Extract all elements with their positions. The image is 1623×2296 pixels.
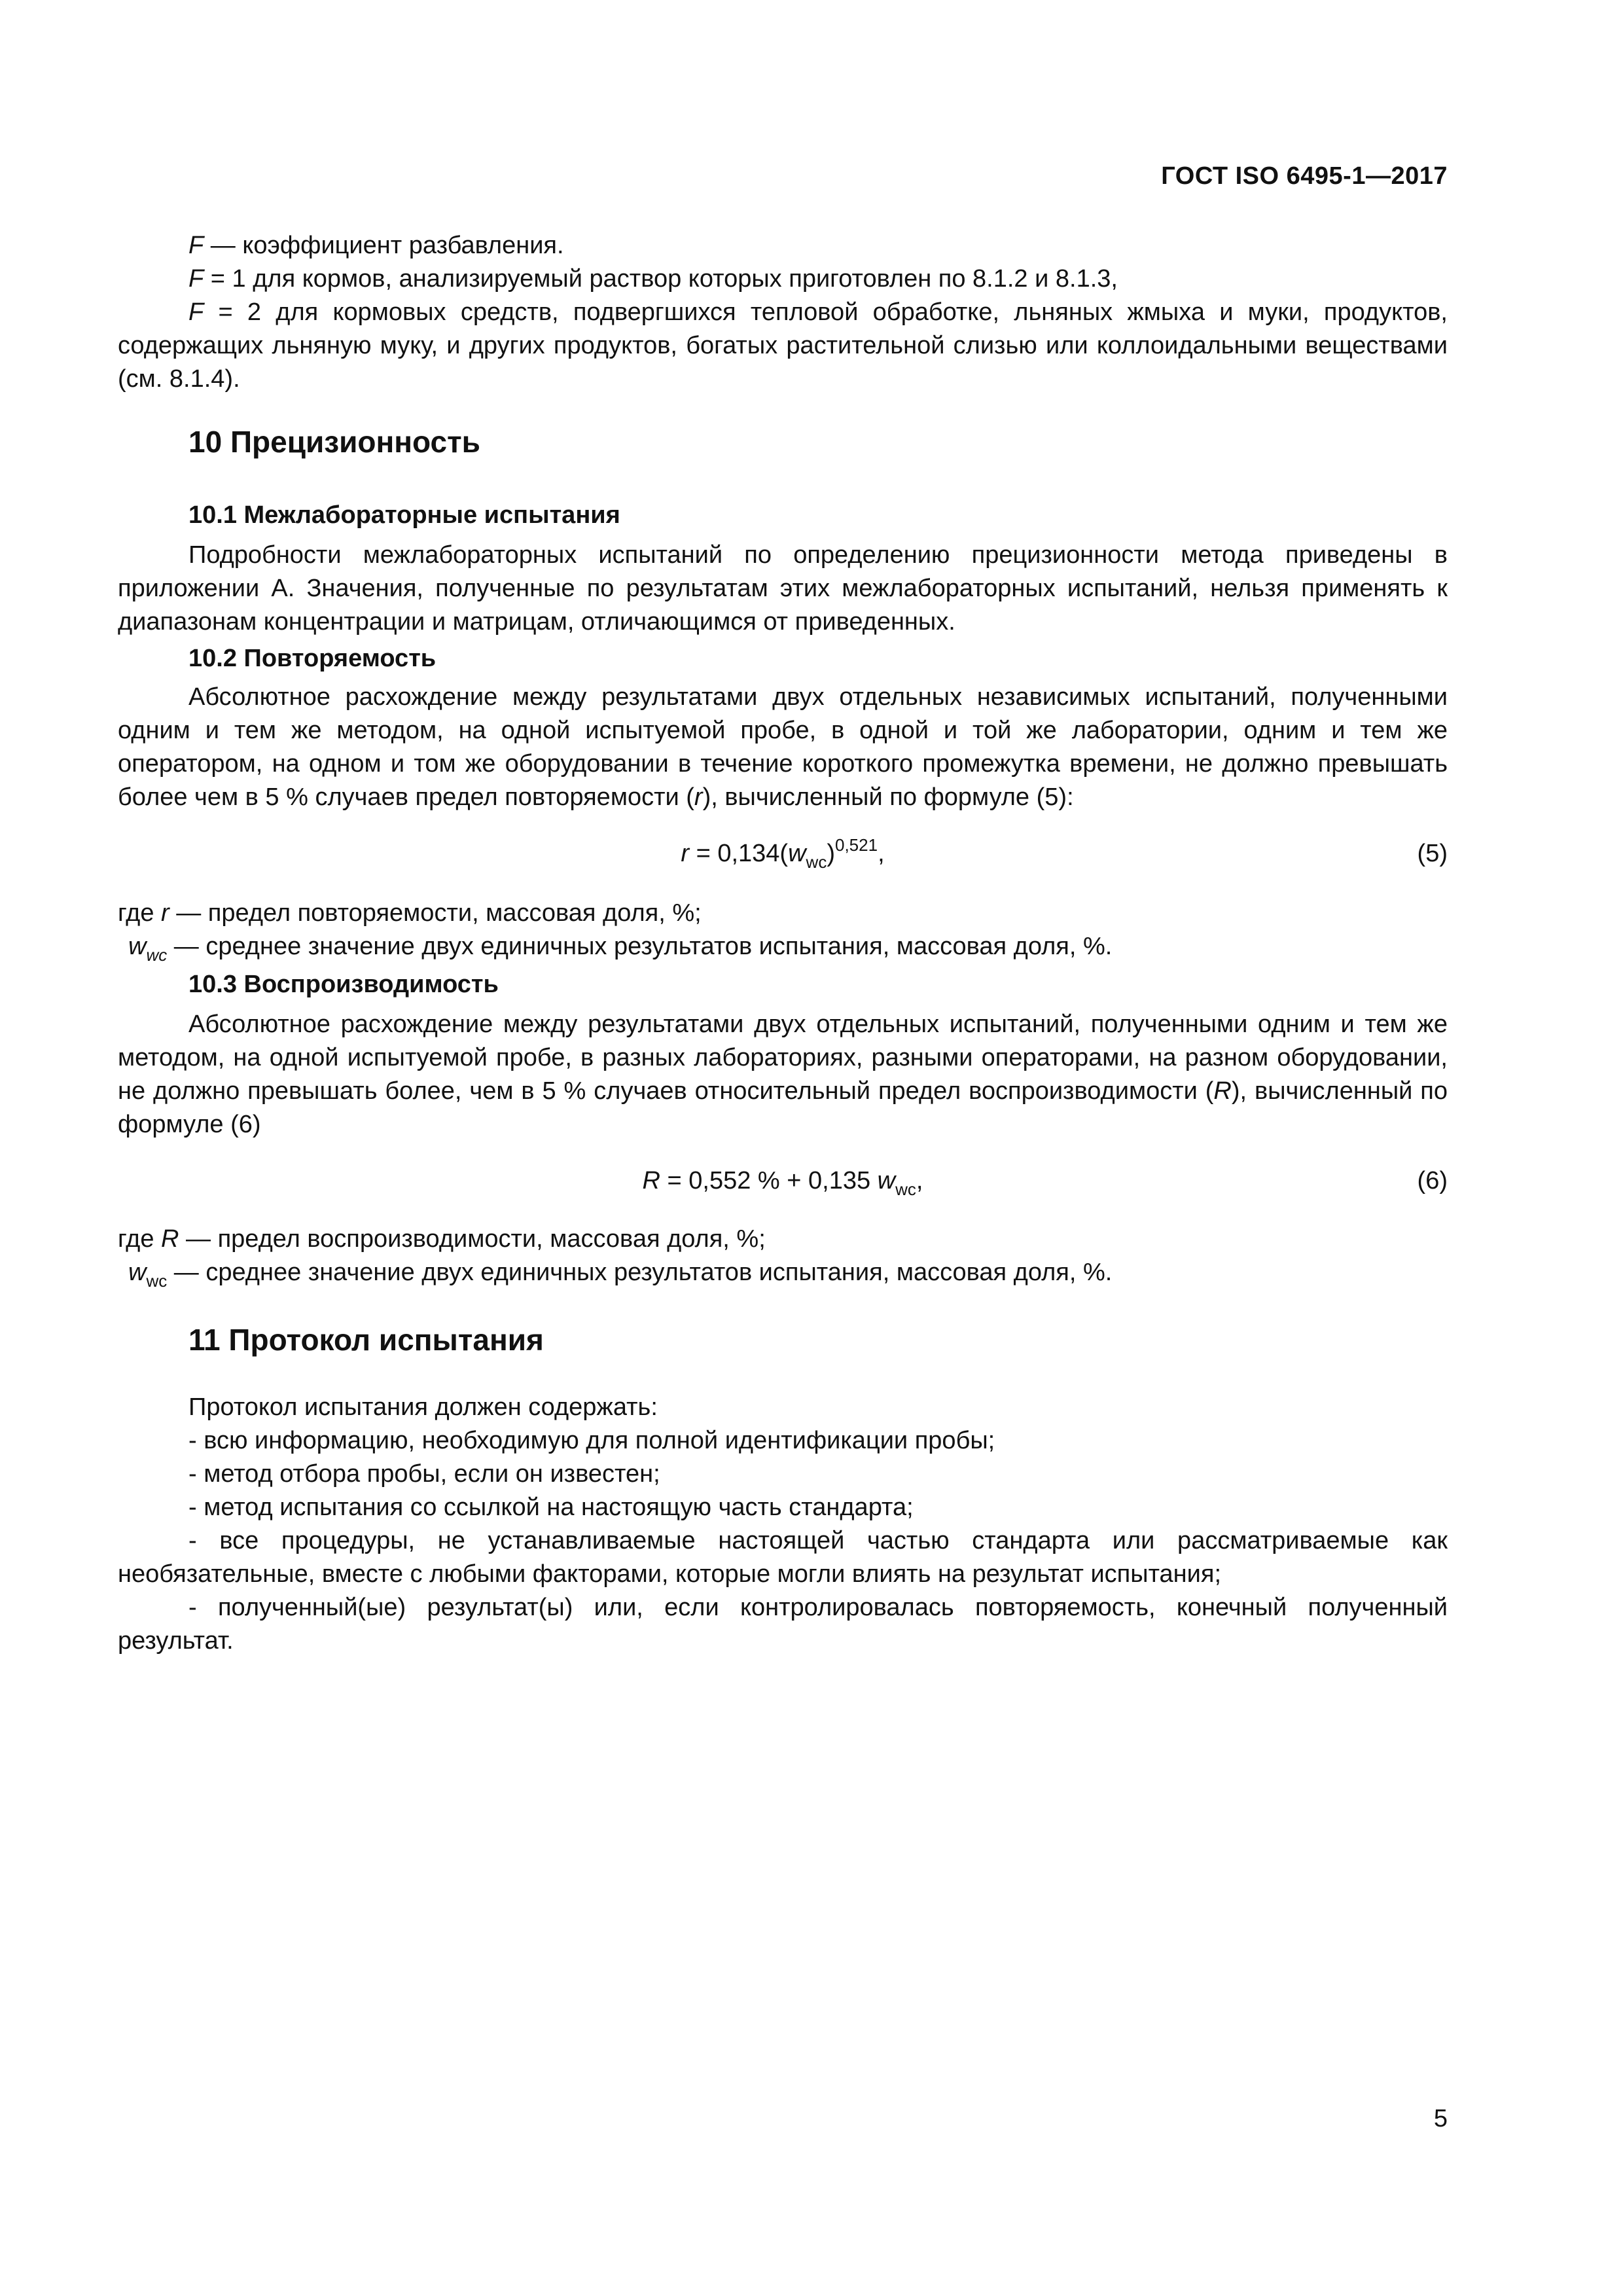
text: = 0,134( <box>689 840 789 867</box>
text: = 0,552 % + 0,135 <box>660 1167 878 1194</box>
variable-r: r <box>681 840 690 867</box>
formula-6-expression <box>118 1167 1448 1199</box>
subscript: wc <box>146 1271 168 1291</box>
section-10-3-heading: 10.3 Воспроизводимость <box>188 971 499 998</box>
text: где <box>118 1225 162 1253</box>
formula-6-legend <box>118 1223 1448 1289</box>
variable-r: R <box>161 1225 179 1253</box>
text: — среднее значение двух единичных результатов испытания, массовая доля, %. <box>167 933 1113 960</box>
section-11-body <box>118 1391 1448 1658</box>
formula-6 <box>118 1167 1448 1206</box>
variable-r: r <box>161 899 169 927</box>
formula-5-expression <box>118 835 1448 872</box>
formula-5-legend <box>118 897 1448 963</box>
section-10-3-body <box>118 1008 1448 1141</box>
dilution-factor-block <box>118 229 1448 396</box>
text: = 1 для кормов, анализируемый раствор которых приготовлен по 8.1.2 и 8.1.3, <box>204 265 1118 293</box>
text: Абсолютное расхождение между результатами двух отдельных независимых испытаний, полученными одним и тем же методом, на одной испытуемой пробе, в одной и той же лаборатории, одним и тем же оператором, на одном и том же оборудовании в течение короткого промежутка времени, не должно превышать более чем в 5 % случаев предел повторяемости ( <box>118 683 1448 811</box>
dilution-factor-line-3 <box>118 296 1448 396</box>
formula-5 <box>118 835 1448 879</box>
list-item: - полученный(ые) результат(ы) или, если контролировалась повторяемость, конечный полученный результат. <box>118 1594 1448 1655</box>
text: = 2 для кормовых средств, подвергшихся тепловой обработке, льняных жмыха и муки, продуктов, содержащих льняную муку, и других продуктов, богатых растительной слизью или коллоидальными веществами (см. 8.1.4). <box>118 298 1448 393</box>
text: , <box>916 1167 923 1194</box>
list-item: - метод отбора пробы, если он известен; <box>188 1460 660 1488</box>
variable-w: w <box>128 933 147 960</box>
text: — предел воспроизводимости, массовая доля, %; <box>179 1225 766 1253</box>
section-10-2-heading: 10.2 Повторяемость <box>188 645 437 672</box>
subscript: wc <box>895 1179 916 1199</box>
text: ) <box>827 840 835 867</box>
legend-line <box>118 1223 1448 1256</box>
dilution-factor-line-1 <box>118 229 1448 262</box>
variable-w: w <box>128 1259 147 1286</box>
dilution-factor-line-2 <box>118 262 1448 296</box>
document-header: ГОСТ ISO 6495-1—2017 <box>1161 162 1448 190</box>
exponent: 0,521 <box>834 835 878 855</box>
paragraph: Подробности межлабораторных испытаний по определению прецизионности метода приведены в приложении А. Значения, полученные по результатам этих межлабораторных испытаний, нельзя применять к диапазонам концентрации и матрицам, отличающимся от приведенных. <box>118 541 1448 636</box>
section-10-2-body <box>118 681 1448 814</box>
variable-w: w <box>788 840 806 867</box>
text: — среднее значение двух единичных результатов испытания, массовая доля, %. <box>167 1259 1113 1286</box>
list-item: - всю информацию, необходимую для полной идентификации пробы; <box>188 1427 995 1454</box>
section-10-heading: 10 Прецизионность <box>188 425 480 459</box>
variable-f: F <box>188 232 204 259</box>
page-number: 5 <box>1433 2105 1448 2132</box>
legend-line <box>118 930 1448 963</box>
section-10-1-body <box>118 539 1448 639</box>
paragraph <box>118 681 1448 814</box>
variable-r: R <box>642 1167 660 1194</box>
paragraph: Протокол испытания должен содержать: <box>188 1393 658 1421</box>
section-11-heading: 11 Протокол испытания <box>188 1323 544 1357</box>
paragraph <box>118 1008 1448 1141</box>
formula-6-number: (6) <box>1417 1167 1448 1194</box>
text: ), вычисленный по формуле (5): <box>702 783 1074 811</box>
variable-r: r <box>694 783 703 811</box>
legend-line <box>118 897 1448 930</box>
variable-w: w <box>877 1167 896 1194</box>
formula-5-number: (5) <box>1417 840 1448 867</box>
list-item: - метод испытания со ссылкой на настоящую часть стандарта; <box>188 1494 914 1521</box>
text: — предел повторяемости, массовая доля, %; <box>169 899 702 927</box>
variable-f: F <box>188 298 204 326</box>
text: где <box>118 899 162 927</box>
text: — коэффициент разбавления. <box>204 232 564 259</box>
text: , <box>878 840 885 867</box>
variable-r: R <box>1213 1077 1232 1105</box>
subscript: wc <box>806 852 827 872</box>
variable-f: F <box>188 265 204 293</box>
subscript: wc <box>146 945 168 965</box>
section-10-1-heading: 10.1 Межлабораторные испытания <box>188 501 620 529</box>
text: ), вычисленный по формуле (6) <box>118 1077 1448 1138</box>
text: Абсолютное расхождение между результатами двух отдельных испытаний, полученными одним и тем же методом, на одной испытуемой пробе, в разных лабораториях, разными операторами, на разном оборудовании, не должно превышать более, чем в 5 % случаев относительный предел воспроизводимости ( <box>118 1011 1448 1105</box>
list-item: - все процедуры, не устанавливаемые настоящей частью стандарта или рассматриваемые как необязательные, вместе с любыми факторами, которые могли влиять на результат испытания; <box>118 1527 1448 1588</box>
legend-line <box>118 1256 1448 1289</box>
